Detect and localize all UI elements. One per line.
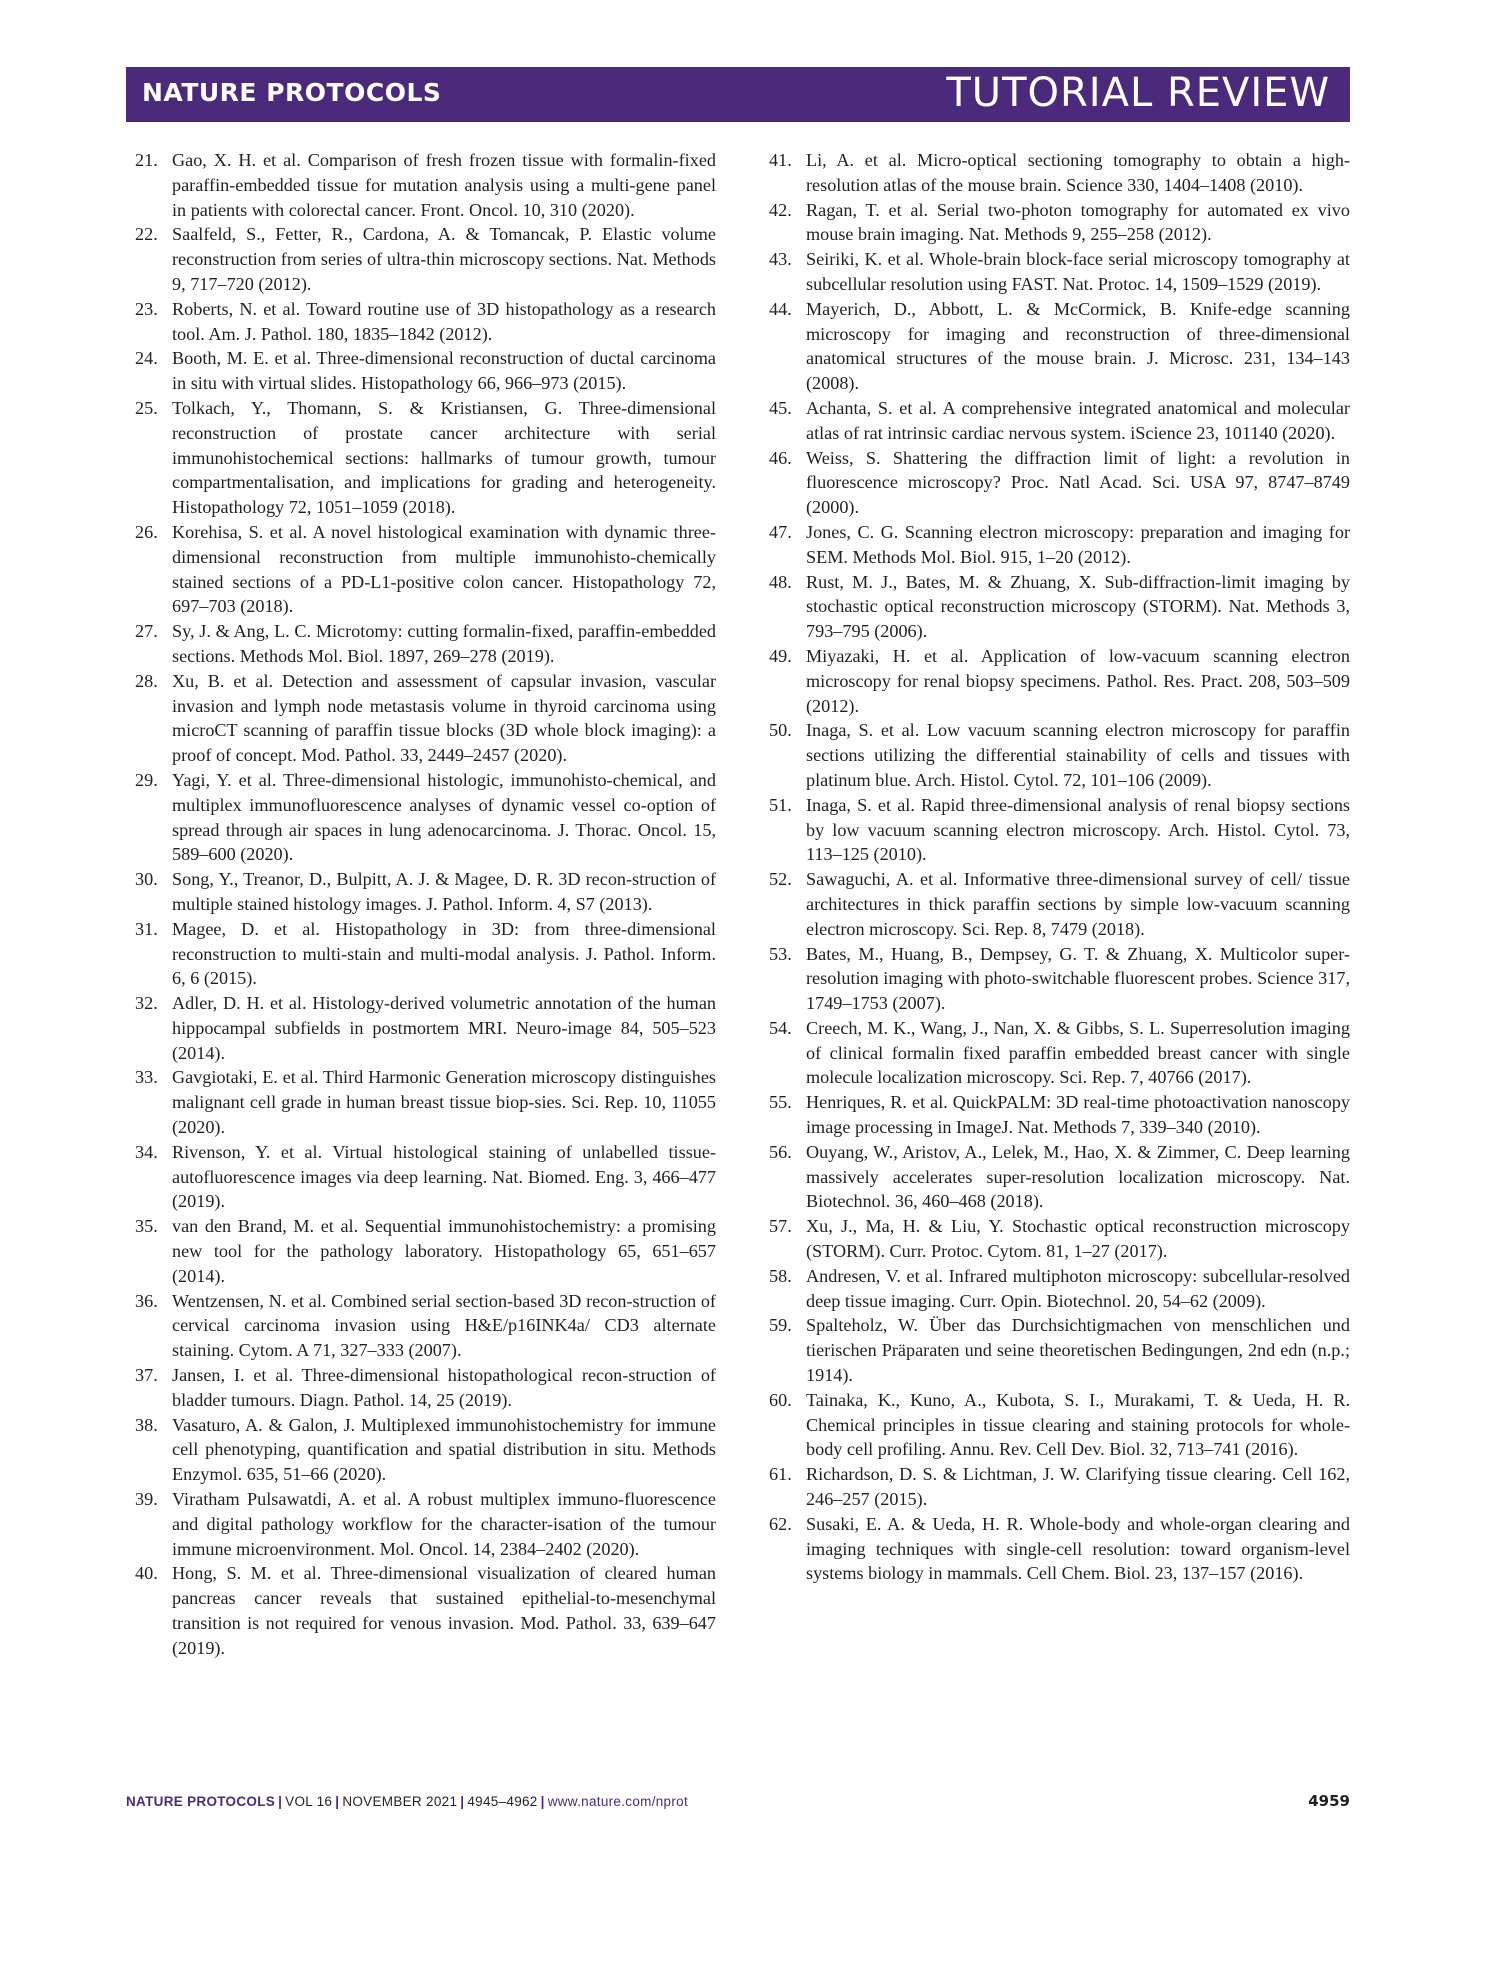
reference-text: Sy, J. & Ang, L. C. Microtomy: cutting formalin-fixed, paraffin-embedded sections. Methods Mol. Biol. 1897, 269–278 (2019). [172, 621, 716, 666]
reference-text: Henriques, R. et al. QuickPALM: 3D real-time photoactivation nanoscopy image processing in ImageJ. Nat. Methods 7, 339–340 (2010). [806, 1092, 1350, 1138]
reference-text: Susaki, E. A. & Ueda, H. R. Whole-body and whole-organ clearing and imaging techniques with single-cell resolution: toward organism-level systems biology in mammals. Cell Chem. Biol. 23, 137–157 (2016). [806, 1513, 1350, 1584]
reference-text: Ragan, T. et al. Serial two-photon tomography for automated ex vivo mouse brain imaging. Nat. Methods 9, 255–258 (2012). [806, 199, 1350, 245]
reference-number: 25. [135, 397, 158, 418]
reference-item [126, 1561, 716, 1660]
reference-text: Hong, S. M. et al. Three-dimensional visualization of cleared human pancreas cancer reveals that sustained epithelial-to-mesenchymal transition is not required for venous invasion. Mod. Pathol. 33, 639–647 (2019). [172, 1563, 716, 1658]
reference-item [760, 718, 1350, 792]
reference-column-right [760, 148, 1350, 1586]
footer-pages: 4945–4962 [467, 1794, 538, 1809]
journal-title: NATURE PROTOCOLS [142, 78, 442, 107]
reference-item [126, 867, 716, 917]
page-number: 4959 [1308, 1792, 1350, 1810]
reference-item [126, 768, 716, 867]
reference-item [760, 793, 1350, 867]
reference-item [126, 297, 716, 347]
reference-text: Inaga, S. et al. Low vacuum scanning electron microscopy for paraffin sections utilizing the differential stainability of cells and tissues with platinum blue. Arch. Histol. Cytol. 72, 101–106 (2009). [806, 720, 1350, 790]
reference-item [760, 1214, 1350, 1264]
footer-separator: | [278, 1794, 283, 1809]
reference-text: Li, A. et al. Micro-optical sectioning tomography to obtain a high-resolution atlas of the mouse brain. Science 330, 1404–1408 (2010). [806, 150, 1350, 195]
reference-item [126, 1413, 716, 1487]
reference-number: 28. [135, 670, 158, 691]
reference-item [126, 1363, 716, 1413]
reference-number: 51. [769, 794, 792, 815]
footer-volume: VOL 16 [285, 1794, 333, 1809]
reference-number: 41. [769, 150, 792, 170]
reference-text: Tainaka, K., Kuno, A., Kubota, S. I., Murakami, T. & Ueda, H. R. Chemical principles in tissue clearing and staining protocols for whole-body cell profiling. Annu. Rev. Cell Dev. Biol. 32, 713–741 (2016). [806, 1389, 1350, 1460]
reference-number: 21. [135, 150, 158, 170]
reference-text: Song, Y., Treanor, D., Bulpitt, A. J. & Magee, D. R. 3D recon-struction of multiple stained histology images. J. Pathol. Inform. 4, S7 (2013). [172, 869, 716, 914]
reference-text: Creech, M. K., Wang, J., Nan, X. & Gibbs, S. L. Superresolution imaging of clinical formalin fixed paraffin embedded breast cancer with single molecule localization microscopy. Sci. Rep. 7, 40766 (2017). [806, 1017, 1350, 1088]
reference-number: 44. [769, 298, 792, 319]
reference-text: Yagi, Y. et al. Three-dimensional histologic, immunohisto-chemical, and multiplex immunofluorescence analyses of dynamic vessel co-option of spread through air spaces in lung adenocarcinoma. J. Thorac. Oncol. 15, 589–600 (2020). [172, 769, 716, 865]
reference-number: 35. [135, 1216, 158, 1237]
reference-text: Gavgiotaki, E. et al. Third Harmonic Generation microscopy distinguishes malignant cell grade in human breast tissue biop-sies. Sci. Rep. 10, 11055 (2020). [172, 1067, 716, 1138]
reference-text: Xu, J., Ma, H. & Liu, Y. Stochastic optical reconstruction microscopy (STORM). Curr. Protoc. Cytom. 81, 1–27 (2017). [806, 1216, 1350, 1262]
reference-item [126, 991, 716, 1065]
reference-number: 48. [769, 571, 792, 592]
reference-number: 56. [769, 1141, 792, 1162]
reference-number: 23. [135, 298, 158, 319]
reference-number: 37. [135, 1365, 158, 1386]
reference-text: Miyazaki, H. et al. Application of low-vacuum scanning electron microscopy for renal biopsy specimens. Pathol. Res. Pract. 208, 503–509 (2012). [806, 645, 1350, 716]
reference-number: 29. [135, 769, 158, 790]
reference-item [760, 1388, 1350, 1462]
reference-number: 46. [769, 447, 792, 468]
section-title: TUTORIAL REVIEW [946, 70, 1330, 116]
reference-number: 33. [135, 1067, 158, 1088]
reference-number: 47. [769, 521, 792, 542]
reference-number: 61. [769, 1464, 792, 1485]
reference-number: 39. [135, 1489, 158, 1510]
reference-column-left [126, 148, 716, 1661]
reference-item [126, 1140, 716, 1214]
reference-item [126, 619, 716, 669]
reference-item [126, 346, 716, 396]
reference-number: 30. [135, 869, 158, 890]
reference-text: Jones, C. G. Scanning electron microscopy: preparation and imaging for SEM. Methods Mol. Biol. 915, 1–20 (2012). [806, 521, 1350, 567]
reference-number: 36. [135, 1290, 158, 1311]
reference-number: 55. [769, 1092, 792, 1113]
reference-item [760, 570, 1350, 644]
reference-item [126, 1065, 716, 1139]
reference-number: 52. [769, 869, 792, 890]
reference-number: 58. [769, 1265, 792, 1286]
reference-number: 38. [135, 1414, 158, 1435]
reference-item [760, 1313, 1350, 1387]
reference-number: 40. [135, 1563, 158, 1584]
reference-text: Saalfeld, S., Fetter, R., Cardona, A. & Tomancak, P. Elastic volume reconstruction from series of ultra-thin microscopy sections. Nat. Methods 9, 717–720 (2012). [172, 224, 716, 294]
reference-text: Rivenson, Y. et al. Virtual histological staining of unlabelled tissue-autofluorescence images via deep learning. Nat. Biomed. Eng. 3, 466–477 (2019). [172, 1141, 716, 1212]
header-bar [126, 67, 1350, 122]
reference-text: Roberts, N. et al. Toward routine use of 3D histopathology as a research tool. Am. J. Pathol. 180, 1835–1842 (2012). [172, 298, 716, 344]
reference-item [760, 297, 1350, 396]
reference-item [126, 917, 716, 991]
footer-date: NOVEMBER 2021 [342, 1794, 458, 1809]
reference-number: 59. [769, 1315, 792, 1336]
reference-item [760, 520, 1350, 570]
reference-text: Gao, X. H. et al. Comparison of fresh frozen tissue with formalin-fixed paraffin-embedded tissue for mutation analysis using a multi-gene panel in patients with colorectal cancer. Front. Oncol. 10, 310 (2020). [172, 150, 716, 220]
reference-text: Adler, D. H. et al. Histology-derived volumetric annotation of the human hippocampal subfields in postmortem MRI. Neuro-image 84, 505–523 (2014). [172, 993, 716, 1063]
footer-separator: | [540, 1794, 545, 1809]
reference-item [126, 148, 716, 222]
reference-number: 31. [135, 918, 158, 939]
reference-text: Booth, M. E. et al. Three-dimensional reconstruction of ductal carcinoma in situ with virtual slides. Histopathology 66, 966–973 (2015). [172, 348, 716, 394]
reference-number: 27. [135, 621, 158, 642]
reference-item [126, 1487, 716, 1561]
reference-text: Seiriki, K. et al. Whole-brain block-face serial microscopy tomography at subcellular resolution using FAST. Nat. Protoc. 14, 1509–1529 (2019). [806, 249, 1350, 294]
reference-number: 34. [135, 1141, 158, 1162]
reference-number: 62. [769, 1513, 792, 1534]
reference-item [760, 396, 1350, 446]
reference-text: Magee, D. et al. Histopathology in 3D: from three-dimensional reconstruction to multi-stain and multi-modal analysis. J. Pathol. Inform. 6, 6 (2015). [172, 918, 716, 989]
reference-text: van den Brand, M. et al. Sequential immunohistochemistry: a promising new tool for the pathology laboratory. Histopathology 65, 651–657 (2014). [172, 1216, 716, 1286]
reference-number: 45. [769, 397, 792, 418]
reference-item [760, 198, 1350, 248]
reference-text: Ouyang, W., Aristov, A., Lelek, M., Hao, X. & Zimmer, C. Deep learning massively accelerates super-resolution localization microscopy. Nat. Biotechnol. 36, 460–468 (2018). [806, 1141, 1350, 1212]
reference-text: Xu, B. et al. Detection and assessment of capsular invasion, vascular invasion and lymph node metastasis volume in thyroid carcinoma using microCT scanning of paraffin tissue blocks (3D whole block imaging): a proof of concept. Mod. Pathol. 33, 2449–2457 (2020). [172, 670, 716, 766]
reference-text: Andresen, V. et al. Infrared multiphoton microscopy: subcellular-resolved deep tissue imaging. Curr. Opin. Biotechnol. 20, 54–62 (2009). [806, 1265, 1350, 1311]
reference-item [760, 1512, 1350, 1586]
reference-item [126, 1214, 716, 1288]
reference-text: Weiss, S. Shattering the diffraction limit of light: a revolution in fluorescence microscopy? Proc. Natl Acad. Sci. USA 97, 8747–8749 (2000). [806, 447, 1350, 518]
reference-number: 22. [135, 224, 158, 245]
reference-text: Sawaguchi, A. et al. Informative three-dimensional survey of cell/ tissue architectures in thick paraffin sections by simple low-vacuum scanning electron microscopy. Sci. Rep. 8, 7479 (2018). [806, 869, 1350, 939]
reference-number: 43. [769, 249, 792, 270]
reference-number: 57. [769, 1216, 792, 1237]
reference-item [126, 669, 716, 768]
reference-text: Korehisa, S. et al. A novel histological examination with dynamic three-dimensional reconstruction from multiple immunohisto-chemically stained sections of a PD-L1-positive colon cancer. Histopathology 72, 697–703 (2018). [172, 521, 716, 617]
footer-url-link[interactable]: www.nature.com/nprot [547, 1794, 689, 1809]
reference-text: Richardson, D. S. & Lichtman, J. W. Clarifying tissue clearing. Cell 162, 246–257 (2015). [806, 1464, 1350, 1510]
reference-item [760, 867, 1350, 941]
reference-item [126, 222, 716, 296]
reference-text: Spalteholz, W. Über das Durchsichtigmachen von menschlichen und tierischen Präparaten und seine theoretischen Bedingungen, 2nd edn (n.p.; 1914). [806, 1315, 1350, 1386]
footer-journal: NATURE PROTOCOLS [126, 1794, 276, 1809]
footer-citation [126, 1794, 688, 1809]
reference-item [760, 942, 1350, 1016]
reference-number: 49. [769, 645, 792, 666]
reference-text: Mayerich, D., Abbott, L. & McCormick, B. Knife-edge scanning microscopy for imaging and reconstruction of three-dimensional anatomical structures of the mouse brain. J. Microsc. 231, 134–143 (2008). [806, 298, 1350, 394]
reference-item [760, 1140, 1350, 1214]
reference-item [760, 644, 1350, 718]
reference-number: 54. [769, 1017, 792, 1038]
reference-text: Viratham Pulsawatdi, A. et al. A robust multiplex immuno-fluorescence and digital pathology workflow for the character-isation of the tumour immune microenvironment. Mol. Oncol. 14, 2384–2402 (2020). [172, 1489, 716, 1559]
reference-text: Bates, M., Huang, B., Dempsey, G. T. & Zhuang, X. Multicolor super-resolution imaging with photo-switchable fluorescent probes. Science 317, 1749–1753 (2007). [806, 943, 1350, 1014]
reference-number: 24. [135, 348, 158, 369]
reference-text: Rust, M. J., Bates, M. & Zhuang, X. Sub-diffraction-limit imaging by stochastic optical reconstruction microscopy (STORM). Nat. Methods 3, 793–795 (2006). [806, 571, 1350, 642]
reference-text: Inaga, S. et al. Rapid three-dimensional analysis of renal biopsy sections by low vacuum scanning electron microscopy. Arch. Histol. Cytol. 73, 113–125 (2010). [806, 794, 1350, 865]
reference-item [760, 247, 1350, 297]
reference-text: Achanta, S. et al. A comprehensive integrated anatomical and molecular atlas of rat intrinsic cardiac nervous system. iScience 23, 101140 (2020). [806, 397, 1350, 443]
reference-item [760, 1462, 1350, 1512]
reference-item [126, 520, 716, 619]
reference-number: 50. [769, 720, 792, 741]
footer-separator: | [460, 1794, 465, 1809]
reference-number: 32. [135, 993, 158, 1014]
reference-item [760, 1016, 1350, 1090]
reference-item [760, 446, 1350, 520]
reference-text: Jansen, I. et al. Three-dimensional histopathological recon-struction of bladder tumours. Diagn. Pathol. 14, 25 (2019). [172, 1365, 716, 1410]
reference-number: 60. [769, 1389, 792, 1410]
footer-separator: | [335, 1794, 340, 1809]
reference-text: Vasaturo, A. & Galon, J. Multiplexed immunohistochemistry for immune cell phenotyping, quantification and spatial distribution in situ. Methods Enzymol. 635, 51–66 (2020). [172, 1414, 716, 1485]
reference-number: 26. [135, 521, 158, 542]
reference-item [760, 148, 1350, 198]
reference-text: Tolkach, Y., Thomann, S. & Kristiansen, G. Three-dimensional reconstruction of prostate cancer architecture with serial immunohistochemical sections: hallmarks of tumour growth, tumour compartmentalisation, and implications for grading and heterogeneity. Histopathology 72, 1051–1059 (2018). [172, 397, 716, 518]
reference-text: Wentzensen, N. et al. Combined serial section-based 3D recon-struction of cervical carcinoma invasion using H&E/p16INK4a/ CD3 alternate staining. Cytom. A 71, 327–333 (2007). [172, 1290, 716, 1361]
reference-item [126, 396, 716, 520]
reference-number: 42. [769, 199, 792, 220]
reference-number: 53. [769, 943, 792, 964]
reference-item [760, 1090, 1350, 1140]
reference-item [760, 1264, 1350, 1314]
reference-item [126, 1289, 716, 1363]
